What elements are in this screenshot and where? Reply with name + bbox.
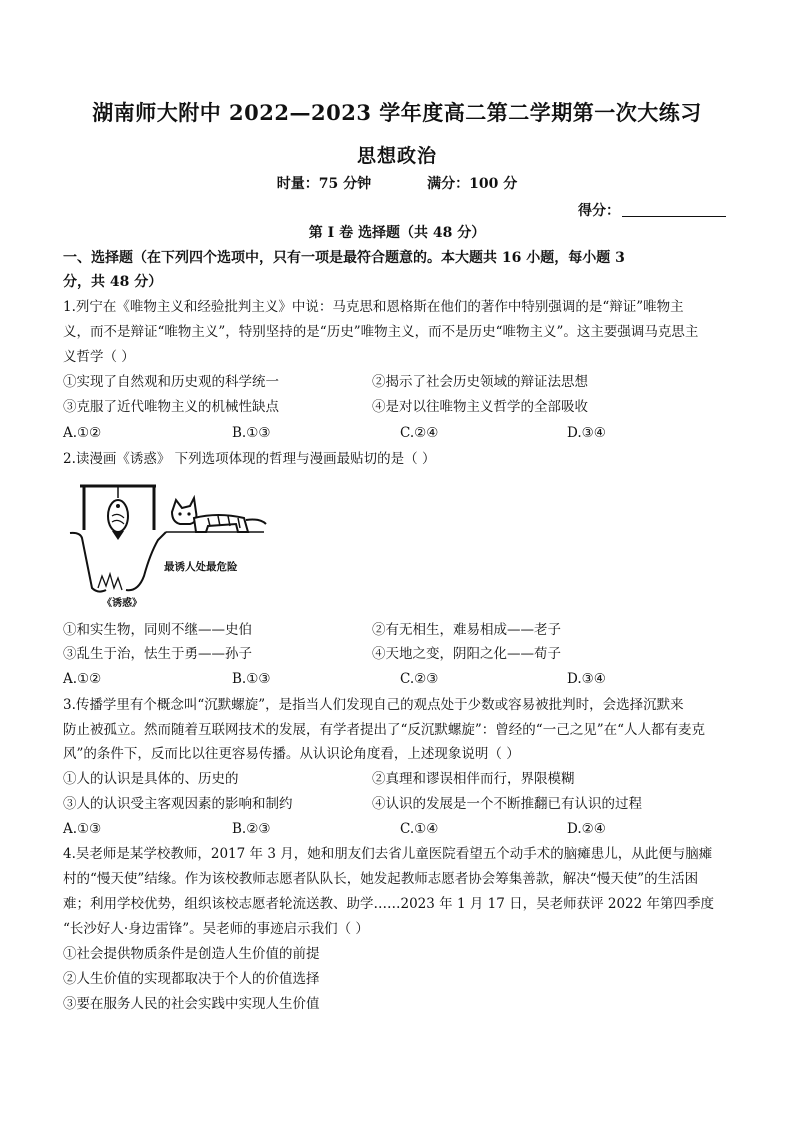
q2-item: ③乱生于治，怯生于勇——孙子 xyxy=(63,646,252,662)
q1-item: ①实现了自然观和历史观的科学统一 xyxy=(63,374,279,390)
q1-choice-c[interactable]: C.②④ xyxy=(400,425,439,441)
q2-choice-d[interactable]: D.③④ xyxy=(567,671,606,687)
q1-stem-line: 义哲学（ ） xyxy=(63,349,135,365)
q3-choice-a[interactable]: A.①③ xyxy=(63,821,102,837)
q3-item: ①人的认识是具体的、历史的 xyxy=(63,771,239,787)
q1-item: ②揭示了社会历史领域的辩证法思想 xyxy=(372,374,588,390)
cartoon-title: 《诱惑》 xyxy=(102,598,142,609)
q3-choice-d[interactable]: D.②④ xyxy=(567,821,606,837)
q4-item: ①社会提供物质条件是创造人生价值的前提 xyxy=(63,946,320,962)
q3-item: ④认识的发展是一个不断推翻已有认识的过程 xyxy=(372,796,642,812)
q2-item: ④天地之变，阴阳之化——荀子 xyxy=(372,646,561,662)
fish-icon xyxy=(108,500,128,540)
temptation-cartoon xyxy=(68,478,288,610)
q3-stem-line: 3.传播学里有个概念叫“沉默螺旋”，是指当人们发现自己的观点处于少数或容易被批判时，会选择沉默来 xyxy=(63,697,684,713)
exam-meta xyxy=(0,173,794,193)
q2-item: ①和实生物，同则不继——史伯 xyxy=(63,622,252,638)
exam-title: 湖南师大附中 2022—2023 学年度高二第二学期第一次大练习 xyxy=(92,100,702,125)
q2-choice-a[interactable]: A.①② xyxy=(63,671,102,687)
time-limit: 时量：75 分钟 xyxy=(276,176,372,192)
q4-stem-line: “长沙好人·身边雷锋”。吴老师的事迹启示我们（ ） xyxy=(63,921,369,937)
q3-item: ②真理和谬误相伴而行，界限模糊 xyxy=(372,771,575,787)
score-field xyxy=(578,200,726,220)
q3-item: ③人的认识受主客观因素的影响和制约 xyxy=(63,796,293,812)
q4-item: ③要在服务人民的社会实践中实现人生价值 xyxy=(63,996,320,1012)
q4-stem-line: 4.吴老师是某学校教师，2017 年 3 月，她和朋友们去省儿童医院看望五个动手术的脑瘫患儿，从此便与脑瘫 xyxy=(63,846,713,862)
q4-item: ②人生价值的实现都取决于个人的价值选择 xyxy=(63,971,320,987)
full-score: 满分：100 分 xyxy=(427,176,518,192)
q1-choice-b[interactable]: B.①③ xyxy=(232,425,271,441)
q2-choice-b[interactable]: B.①③ xyxy=(232,671,271,687)
q3-stem-line: 防止被孤立。然而随着互联网技术的发展，有学者提出了“反沉默螺旋”：曾经的“一己之见”在“人人都有麦克 xyxy=(63,722,706,738)
q3-stem-line: 风”的条件下，反而比以往更容易传播。从认识论角度看，上述现象说明（ ） xyxy=(63,746,520,762)
part-heading: 第 I 卷 选择题（共 48 分） xyxy=(308,225,486,241)
q1-stem-line: 1.列宁在《唯物主义和经验批判主义》中说：马克思和恩格斯在他们的著作中特别强调的是“辩证”唯物主 xyxy=(63,299,684,315)
q1-stem-line: 义，而不是辩证“唯物主义”，特别坚持的是“历史”唯物主义，而不是历史“唯物主义”。这主要强调马克思主 xyxy=(63,324,699,340)
section-instruction-2: 分，共 48 分） xyxy=(63,274,163,290)
q3-choice-b[interactable]: B.②③ xyxy=(232,821,271,837)
q1-choice-d[interactable]: D.③④ xyxy=(567,425,606,441)
section-instruction-1: 一、选择题（在下列四个选项中，只有一项是最符合题意的。本大题共 16 小题，每小题 3 xyxy=(63,250,625,266)
q1-item: ④是对以往唯物主义哲学的全部吸收 xyxy=(372,399,588,415)
score-label: 得分： xyxy=(578,203,620,219)
q1-choice-a[interactable]: A.①② xyxy=(63,425,102,441)
q4-stem-line: 村的“慢天使”结缘。作为该校教师志愿者队队长，她发起教师志愿者协会筹集善款，解决“慢天使”的生活困 xyxy=(63,871,699,887)
q4-stem-line: 难；利用学校优势，组织该校志愿者轮流送教、助学……2023 年 1 月 17 日，吴老师获评 2022 年第四季度 xyxy=(63,896,715,912)
q2-choice-c[interactable]: C.②③ xyxy=(400,671,439,687)
q2-item: ②有无相生，难易相成——老子 xyxy=(372,622,561,638)
q3-choice-c[interactable]: C.①④ xyxy=(400,821,439,837)
score-blank[interactable] xyxy=(622,203,726,217)
q1-item: ③克服了近代唯物主义的机械性缺点 xyxy=(63,399,279,415)
exam-subject: 思想政治 xyxy=(356,145,437,167)
cat-icon xyxy=(172,498,266,532)
cartoon-caption: 最诱人处最危险 xyxy=(164,561,238,573)
q2-stem: 2.读漫画《诱惑》 下列选项体现的哲理与漫画最贴切的是（ ） xyxy=(63,451,436,467)
